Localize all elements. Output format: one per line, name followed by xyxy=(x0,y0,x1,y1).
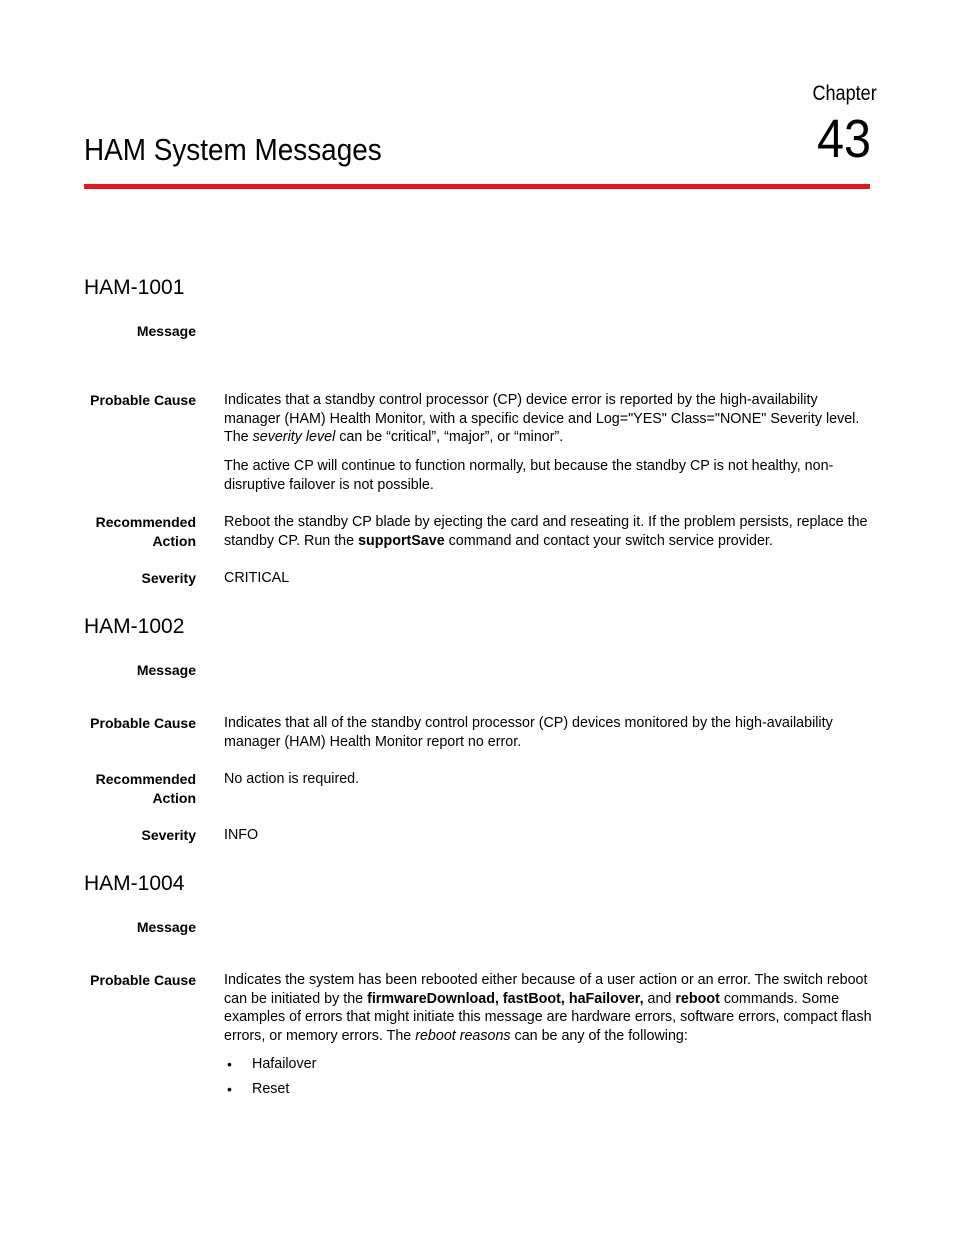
severity-value: CRITICAL xyxy=(224,570,290,586)
message-label: Message xyxy=(136,919,196,935)
recommended-action-text: No action is required. xyxy=(224,771,360,787)
message-label: Message xyxy=(136,662,196,678)
message-label: Message xyxy=(136,323,196,339)
probable-cause-label: Probable Cause xyxy=(90,972,196,988)
title-rule xyxy=(84,184,870,189)
probable-cause-label: Probable Cause xyxy=(90,715,196,731)
recommended-action-label: Recommended Action xyxy=(95,771,196,806)
probable-cause-label: Probable Cause xyxy=(90,392,196,408)
severity-value: INFO xyxy=(224,827,259,843)
list-item: Hafailover xyxy=(252,1056,317,1072)
severity-label: Severity xyxy=(141,570,196,586)
probable-cause-text: Indicates that a standby control processor (CP) device error is reported by the high-availability manager (HAM) Health Monitor, with a specific device and Log="YES" Class="NONE" Severity level. The severity level can be “critical”, “major”, or “minor”. xyxy=(224,392,860,445)
severity-label: Severity xyxy=(141,827,196,843)
chapter-label: Chapter xyxy=(812,82,877,105)
bullet-icon: • xyxy=(227,1081,232,1097)
bullet-icon: • xyxy=(227,1056,232,1072)
recommended-action-label: Recommended Action xyxy=(95,514,196,549)
chapter-number: 43 xyxy=(816,109,871,169)
section-heading-ham-1001: HAM-1001 xyxy=(84,276,185,299)
probable-cause-text: Indicates that all of the standby control processor (CP) devices monitored by the high-availability manager (HAM) Health Monitor report no error. xyxy=(224,715,833,750)
recommended-action-text: Reboot the standby CP blade by ejecting the card and reseating it. If the problem persists, replace the standby CP. Run the supportSave command and contact your switch service provider. xyxy=(224,514,868,549)
section-heading-ham-1004: HAM-1004 xyxy=(84,872,185,895)
probable-cause-text-2: The active CP will continue to function normally, but because the standby CP is not healthy, non-disruptive failover is not possible. xyxy=(224,458,834,493)
list-item: Reset xyxy=(252,1081,290,1097)
section-heading-ham-1002: HAM-1002 xyxy=(84,615,185,638)
probable-cause-text: Indicates the system has been rebooted either because of a user action or an error. The switch reboot can be initiated by the firmwareDownload, fastBoot, haFailover, and reboot commands. Some examples of errors that might initiate this message are hardware errors, software errors, compact flash errors, or memory errors. The reboot reasons can be any of the following: xyxy=(224,972,872,1044)
chapter-title: HAM System Messages xyxy=(84,132,382,167)
